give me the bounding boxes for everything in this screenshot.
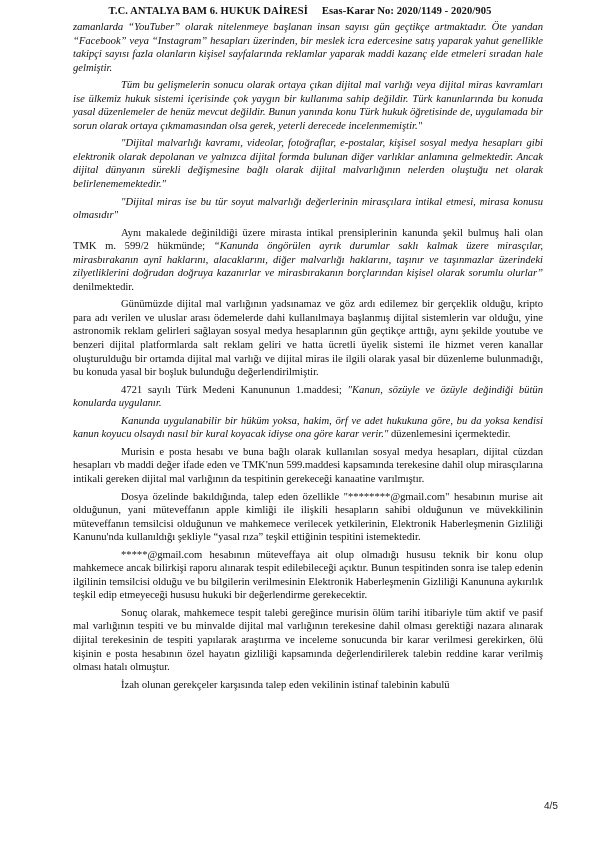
paragraph: Dosya özelinde bakıldığında, talep eden özellikle "********@gmail.com" hesabının murise ait olduğunun, yani müteveffanın apple kimliği ile ilişkili hesapların sahibi olduğunun ve müvekkilinin müteveffanın temsilcisi olduğunun ve mahkemece verilecek yetkilerinin, Elektronik Haberleşmenin Gizliliği Kanunu'nda kullanıldığı şekliyle “yasal rıza” teşkil ettiğinin tespitini istemektedir. bbox=[73, 491, 543, 544]
quoted-text: "Kanun, sözüyle ve özüyle değindiği bütün konularda uygulanır. bbox=[73, 384, 543, 410]
document-body bbox=[73, 21, 543, 696]
paragraph: Tüm bu gelişmelerin sonucu olarak ortaya çıkan dijital mal varlığı veya dijital miras kavramları ise ülkemiz hukuk sistemi içerisinde çok yaygın bir kullanıma sahip değildir. Türk kanunlarında bu konuda yasal düzenlemeler de henüz mevcut değildir. Bunun yanında konu Türk hukuk öğretisinde de, uygulamada bir sorun olarak ortaya çıkmamasından olsa gerek, yeterli derecede incelenmemiştir." bbox=[73, 80, 543, 132]
paragraph: "Dijital malvarlığı kavramı, videolar, fotoğraflar, e-postalar, kişisel sosyal medya hesapları gibi elektronik olarak depolanan ve yalnızca dijital formda bulunan diğer varlıklar anlamına gelmektedir. Ancak dijital dünyanın sürekli değişmesine bağlı olarak dijital malvarlığının nelerden oluştuğu net olarak belirlenememektedir." bbox=[73, 138, 543, 191]
paragraph bbox=[73, 227, 543, 295]
case-number: Esas-Karar No: 2020/1149 - 2020/905 bbox=[321, 6, 492, 17]
page-header bbox=[0, 6, 600, 17]
paragraph: Sonuç olarak, mahkemece tespit talebi gereğince murisin ölüm tarihi itibariyle tüm aktif ve pasif mal varlığının tespiti ve bu minvalde dijital mal varlığının terekesine dahil olması gerektiği nazara alınarak dijital terekesinin de tespiti yapılarak araştırma ve inceleme sonucunda bir karar verilmesi gerekirken, ölü kişinin e posta hesabının özel hayatın gizliliği kapsamında değerlendirilerek talebin reddine karar verilmiş olması hatalı olmuştur. bbox=[73, 607, 543, 674]
paragraph: Murisin e posta hesabı ve buna bağlı olarak kullanılan sosyal medya hesapları, dijital cüzdan hesapları vb maddi değer ifade eden ve TMK'nun 599.maddesi kapsamında terekesine dahil olup mirasçılarına intikali gereken dijital mal varlığının da tespitinin gerekeceği kanaatine varılmıştır. bbox=[73, 446, 543, 485]
quoted-text: “Kanunda öngörülen ayrık durumlar saklı kalmak üzere mirasçılar, mirasbırakanın aynî haklarını, alacaklarını, diğer malvarlığı haklarını, taşınır ve taşınmazlar üzerindeki zilyetliklerini doğrudan doğruya kazanırlar ve mirasbırakanın borçlarından kişisel olarak sorumlu olurlar” bbox=[73, 241, 543, 280]
paragraph: "Dijital miras ise bu tür soyut malvarlığı değerlerinin mirasçılara intikal etmesi, mirasa konusu olmasıdır" bbox=[73, 196, 543, 222]
paragraph-text: Aynı makalede değinildiği üzere mirasta intikal prensiplerinin kanunda şekil bulmuş hali olan TMK m. 599/2 hükmünde; bbox=[73, 227, 543, 253]
paragraph bbox=[73, 415, 543, 442]
paragraph-text: 4721 sayılı Türk Medeni Kanununun 1.maddesi; bbox=[121, 384, 348, 396]
paragraph: Günümüzde dijital mal varlığının yadsınamaz ve göz ardı edilemez bir gerçeklik olduğu, kripto para adı verilen ve uluslar arası ödemelerde dahi kullanılmaya başlanmış dijital sistemlerin var olduğu, yine astronomik reklam gelirleri sağlayan sosyal medya hesaplarının gün geçtikçe arttığı, aynı şekilde youtube ve benzeri dijital platformlarda salt reklam geliri ve hatta ücretli üyelik sistemi ile hizmet veren kanallar oluşturulduğu bir ortamda dijital mal varlığı ve dijital miras ile ilgili olarak yasal bir düzenleme bulunmadığı, bu konuda yasal bir boşluk bulunduğu değerlendirilmiştir. bbox=[73, 299, 543, 379]
paragraph: *****@gmail.com hesabının müteveffaya ait olup olmadığı hususu teknik bir konu olup mahkemece ancak bilirkişi raporu alınarak tespit edilebileceği açıktır. Bunun tespitinden sonra ise talep edenin ilgilinin temsilcisi olduğu ve bu bilgilerin verilmesinin Elektronik Haberleşmenin Gizliliği Kanununa aykırılık teşkil edip etmeyeceği hususu hukuki bir değerlendirme gerekecektir. bbox=[73, 549, 543, 602]
paragraph: İzah olunan gerekçeler karşısında talep eden vekilinin istinaf talebinin kabulü bbox=[121, 679, 450, 691]
paragraph-text: düzenlemesini içermektedir. bbox=[388, 429, 511, 441]
page-number: 4/5 bbox=[544, 801, 558, 812]
quoted-text: Kanunda uygulanabilir bir hüküm yoksa, hakim, örf ve adet hukukuna göre, bu da yoksa kendisi kanun koyucu olsaydı nasıl bir kural koyacak idiyse ona göre karar verir." bbox=[73, 415, 543, 441]
paragraph-text: denilmektedir. bbox=[73, 281, 134, 293]
paragraph bbox=[73, 384, 543, 411]
court-name: T.C. ANTALYA BAM 6. HUKUK DAİRESİ bbox=[108, 6, 308, 17]
paragraph: zamanlarda “YouTuber” olarak nitelenmeye başlanan insan sayısı gün geçtikçe artmaktadır. Öte yandan “Facebook” veya “Instagram” hesapları üzerinden, bir meslek icra edercesine satış yaparak yahut genellikle takipçi sayısı fazla olanların kişisel sayfalarında reklamlar yaparak maddi kazanç elde etmeleri sıradan hale gelmiştir. bbox=[73, 22, 543, 74]
